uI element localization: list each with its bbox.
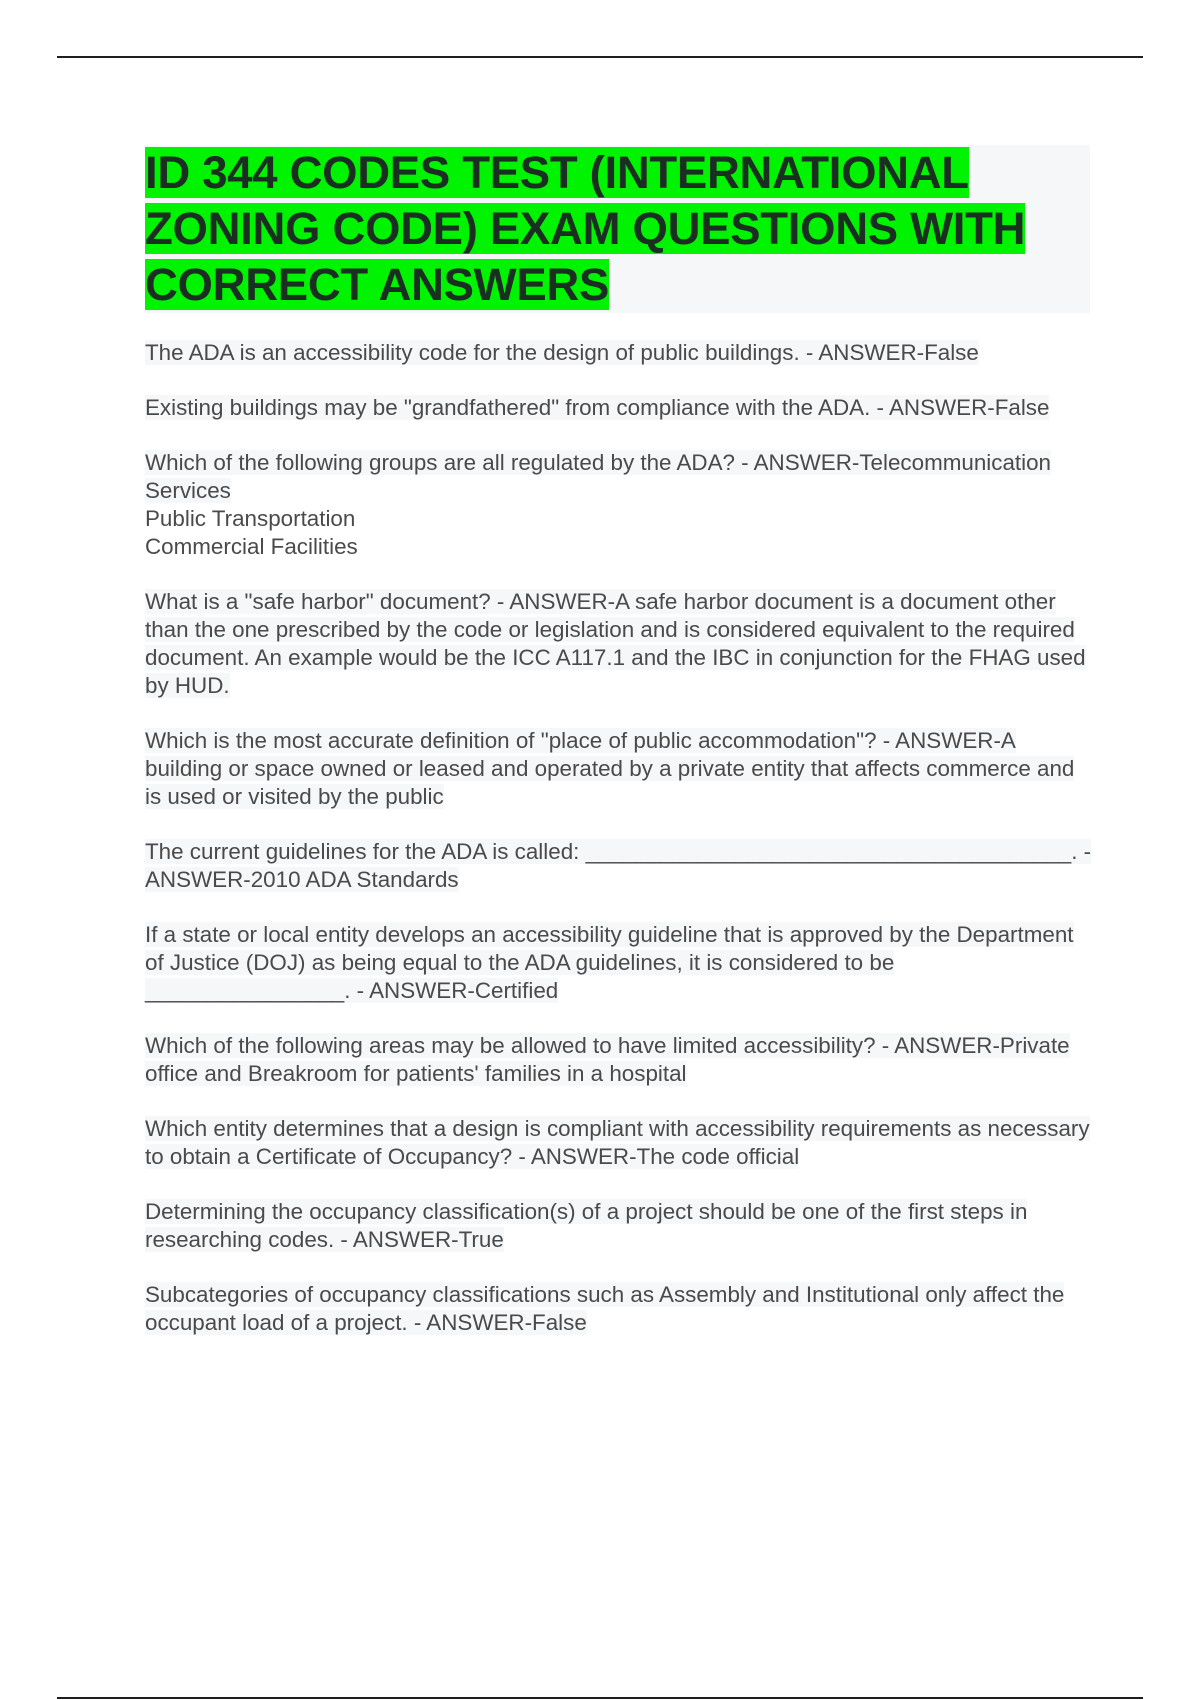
qa-item <box>145 838 1095 894</box>
document-title <box>145 145 1090 313</box>
top-rule <box>57 56 1143 58</box>
qa-text: Existing buildings may be "grandfathered" from compliance with the ADA. - ANSWER-False <box>145 395 1050 420</box>
qa-item <box>145 339 1095 367</box>
qa-text: Which of the following areas may be allowed to have limited accessibility? - ANSWER-Private office and Breakroom for patients' families in a hospital <box>145 1033 1070 1086</box>
qa-text: The current guidelines for the ADA is called: _______________________________________. - ANSWER-2010 ADA Standards <box>145 839 1092 892</box>
qa-list <box>145 339 1095 1364</box>
qa-answer-line: Commercial Facilities <box>145 534 358 559</box>
qa-text: Which entity determines that a design is compliant with accessibility requirements as necessary to obtain a Certificate of Occupancy? - ANSWER-The code official <box>145 1116 1090 1169</box>
qa-text: Subcategories of occupancy classifications such as Assembly and Institutional only affect the occupant load of a project. - ANSWER-False <box>145 1282 1065 1335</box>
qa-item <box>145 588 1095 700</box>
qa-text: Which of the following groups are all regulated by the ADA? - ANSWER-Telecommunication Services <box>145 450 1052 503</box>
qa-text: What is a "safe harbor" document? - ANSWER-A safe harbor document is a document other than the one prescribed by the code or legislation and is considered equivalent to the required document. An example would be the ICC A117.1 and the IBC in conjunction for the FHAG used by HUD. <box>145 589 1086 698</box>
qa-item <box>145 1115 1095 1171</box>
qa-item <box>145 921 1095 1005</box>
qa-item <box>145 1032 1095 1088</box>
qa-item <box>145 449 1095 561</box>
qa-answer-line: Public Transportation <box>145 506 356 531</box>
qa-item <box>145 1281 1095 1337</box>
title-highlight: ID 344 CODES TEST (INTERNATIONAL ZONING CODE) EXAM QUESTIONS WITH CORRECT ANSWERS <box>145 147 1026 310</box>
title-block <box>145 145 1090 313</box>
qa-text: Which is the most accurate definition of "place of public accommodation"? - ANSWER-A building or space owned or leased and operated by a private entity that affects commerce and is used or visited by the public <box>145 728 1075 809</box>
qa-item <box>145 394 1095 422</box>
qa-text: If a state or local entity develops an accessibility guideline that is approved by the Department of Justice (DOJ) as being equal to the ADA guidelines, it is considered to be ________________. - ANSWER-Certified <box>145 922 1074 1003</box>
qa-text: Determining the occupancy classification(s) of a project should be one of the first steps in researching codes. - ANSWER-True <box>145 1199 1028 1252</box>
qa-text: The ADA is an accessibility code for the design of public buildings. - ANSWER-False <box>145 340 979 365</box>
qa-item <box>145 727 1095 811</box>
qa-item <box>145 1198 1095 1254</box>
bottom-rule <box>57 1697 1143 1699</box>
